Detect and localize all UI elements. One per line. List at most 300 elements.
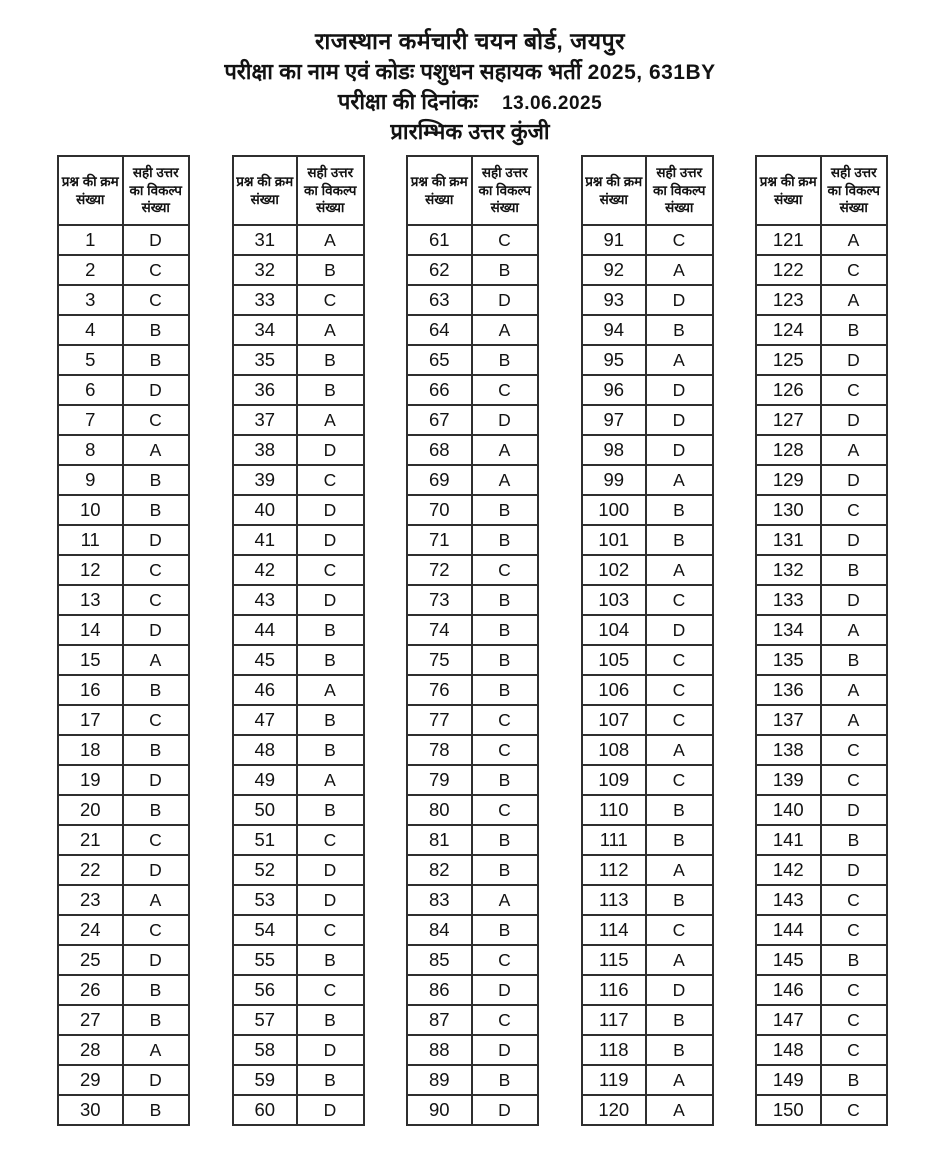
table-row	[57, 736, 190, 766]
answer-option-cell: B	[673, 1009, 686, 1030]
table-row	[57, 886, 190, 916]
answer-option-cell: A	[847, 439, 860, 460]
question-number-cell: 143	[757, 886, 822, 914]
table-row	[232, 856, 365, 886]
table-row	[581, 1036, 714, 1066]
answer-option-cell: D	[672, 379, 686, 400]
question-number-cell: 127	[757, 406, 822, 434]
question-number-cell: 52	[234, 856, 299, 884]
table-row	[406, 1096, 539, 1126]
table-row	[406, 616, 539, 646]
table-row	[581, 706, 714, 736]
table-row	[232, 586, 365, 616]
table-row	[406, 766, 539, 796]
answer-option-cell: A	[847, 679, 860, 700]
table-row	[581, 886, 714, 916]
question-number-cell: 108	[583, 736, 648, 764]
table-row	[406, 1006, 539, 1036]
table-row	[232, 376, 365, 406]
table-row	[57, 436, 190, 466]
table-row	[406, 976, 539, 1006]
question-number-cell: 149	[757, 1066, 822, 1094]
question-number-cell: 124	[757, 316, 822, 344]
answer-option-cell: B	[847, 1069, 860, 1090]
answer-option-cell: B	[149, 799, 162, 820]
answer-option-cell: D	[498, 1099, 512, 1120]
question-number-cell: 70	[408, 496, 473, 524]
question-number-cell: 148	[757, 1036, 822, 1064]
answer-option-cell: C	[847, 979, 861, 1000]
answer-option-cell: C	[847, 499, 861, 520]
question-number-cell: 85	[408, 946, 473, 974]
table-row	[406, 886, 539, 916]
table-row	[232, 976, 365, 1006]
table-row	[755, 1006, 888, 1036]
question-number-cell: 13	[59, 586, 124, 614]
table-row	[232, 556, 365, 586]
question-number-cell: 9	[59, 466, 124, 494]
question-number-cell: 93	[583, 286, 648, 314]
answer-option-cell: B	[847, 949, 860, 970]
answer-option-cell: A	[847, 709, 860, 730]
table-row	[57, 766, 190, 796]
question-number-cell: 67	[408, 406, 473, 434]
table-row	[57, 466, 190, 496]
answer-option-cell: C	[847, 889, 861, 910]
table-row	[232, 916, 365, 946]
question-number-cell: 2	[59, 256, 124, 284]
question-number-cell: 68	[408, 436, 473, 464]
answer-option-cell: B	[847, 829, 860, 850]
table-header-row	[406, 155, 539, 226]
answer-option-cell: B	[498, 769, 511, 790]
table-row	[232, 436, 365, 466]
table-row	[755, 916, 888, 946]
answer-option-cell: B	[324, 649, 337, 670]
table-row	[406, 826, 539, 856]
table-header-row	[232, 155, 365, 226]
question-number-cell: 76	[408, 676, 473, 704]
answer-option-cell: B	[847, 319, 860, 340]
question-number-cell: 48	[234, 736, 299, 764]
table-row	[581, 1066, 714, 1096]
question-number-cell: 17	[59, 706, 124, 734]
table-row	[406, 316, 539, 346]
table-row	[581, 856, 714, 886]
table-row	[57, 496, 190, 526]
table-rows	[406, 226, 539, 1126]
question-number-cell: 22	[59, 856, 124, 884]
answer-option-cell: B	[149, 469, 162, 490]
question-number-cell: 138	[757, 736, 822, 764]
answer-option-cell: B	[498, 499, 511, 520]
table-row	[406, 556, 539, 586]
table-row	[755, 646, 888, 676]
question-number-cell: 1	[59, 226, 124, 254]
question-number-cell: 110	[583, 796, 648, 824]
answer-option-cell: A	[673, 1069, 686, 1090]
answer-option-cell: B	[149, 499, 162, 520]
question-number-cell: 83	[408, 886, 473, 914]
question-number-cell: 12	[59, 556, 124, 584]
question-number-cell: 50	[234, 796, 299, 824]
table-row	[406, 496, 539, 526]
answer-option-cell: B	[673, 1039, 686, 1060]
answer-option-cell: D	[847, 799, 861, 820]
table-row	[406, 796, 539, 826]
question-number-cell: 136	[757, 676, 822, 704]
answer-option-cell: D	[847, 589, 861, 610]
table-row	[755, 736, 888, 766]
question-number-cell: 19	[59, 766, 124, 794]
answer-option-cell: A	[498, 469, 511, 490]
answer-option-cell: B	[498, 919, 511, 940]
answer-option-cell: B	[498, 589, 511, 610]
question-number-cell: 130	[757, 496, 822, 524]
question-number-cell: 46	[234, 676, 299, 704]
answer-option-cell: A	[324, 229, 337, 250]
question-number-cell: 21	[59, 826, 124, 854]
table-row	[581, 256, 714, 286]
question-number-cell: 37	[234, 406, 299, 434]
question-number-cell: 57	[234, 1006, 299, 1034]
answer-option-cell: B	[149, 679, 162, 700]
table-row	[581, 376, 714, 406]
table-row	[755, 616, 888, 646]
table-row	[581, 736, 714, 766]
question-number-cell: 150	[757, 1096, 822, 1124]
answer-option-cell: B	[149, 319, 162, 340]
answer-option-cell: B	[847, 649, 860, 670]
question-number-cell: 33	[234, 286, 299, 314]
question-number-cell: 137	[757, 706, 822, 734]
table-row	[755, 676, 888, 706]
answer-option-cell: B	[324, 949, 337, 970]
answer-option-cell: B	[498, 349, 511, 370]
question-number-cell: 97	[583, 406, 648, 434]
question-number-cell: 116	[583, 976, 648, 1004]
table-row	[755, 526, 888, 556]
question-col-header: प्रश्न की क्रम संख्या	[408, 157, 473, 224]
question-number-cell: 55	[234, 946, 299, 974]
answer-option-cell: D	[847, 529, 861, 550]
table-row	[232, 946, 365, 976]
answer-table-1	[57, 155, 190, 1126]
question-number-cell: 71	[408, 526, 473, 554]
answer-option-cell: A	[149, 1039, 162, 1060]
question-number-cell: 112	[583, 856, 648, 884]
answer-option-cell: D	[847, 349, 861, 370]
answer-option-cell: B	[498, 829, 511, 850]
question-number-cell: 60	[234, 1096, 299, 1124]
table-row	[57, 676, 190, 706]
question-number-cell: 81	[408, 826, 473, 854]
question-number-cell: 39	[234, 466, 299, 494]
answer-option-cell: A	[673, 859, 686, 880]
question-number-cell: 139	[757, 766, 822, 794]
table-row	[57, 976, 190, 1006]
table-row	[57, 586, 190, 616]
answer-option-cell: D	[149, 1069, 163, 1090]
table-row	[406, 1066, 539, 1096]
answer-option-cell: B	[324, 349, 337, 370]
table-row	[406, 526, 539, 556]
question-number-cell: 43	[234, 586, 299, 614]
answer-option-cell: D	[498, 1039, 512, 1060]
answer-option-cell: D	[672, 289, 686, 310]
question-number-cell: 145	[757, 946, 822, 974]
table-row	[406, 916, 539, 946]
question-number-cell: 79	[408, 766, 473, 794]
table-row	[406, 586, 539, 616]
answer-option-cell: B	[149, 349, 162, 370]
document-header	[0, 0, 940, 143]
table-row	[755, 376, 888, 406]
table-row	[57, 796, 190, 826]
table-row	[232, 736, 365, 766]
table-row	[57, 556, 190, 586]
answer-option-cell: D	[323, 439, 337, 460]
table-row	[755, 976, 888, 1006]
answer-option-cell: B	[673, 799, 686, 820]
question-number-cell: 101	[583, 526, 648, 554]
table-row	[57, 346, 190, 376]
question-number-cell: 95	[583, 346, 648, 374]
table-row	[232, 886, 365, 916]
table-row	[406, 226, 539, 256]
answer-option-cell: A	[673, 559, 686, 580]
exam-name-line	[0, 61, 940, 83]
answer-option-cell: D	[323, 1039, 337, 1060]
table-row	[232, 646, 365, 676]
answer-option-cell: A	[149, 649, 162, 670]
question-number-cell: 82	[408, 856, 473, 884]
exam-name-label: परीक्षा का नाम एवं कोडः पशुधन सहायक भर्ती	[224, 59, 582, 84]
table-row	[581, 946, 714, 976]
answer-option-cell: D	[847, 409, 861, 430]
board-name: राजस्थान कर्मचारी चयन बोर्ड, जयपुर	[314, 28, 626, 54]
table-row	[755, 886, 888, 916]
question-number-cell: 88	[408, 1036, 473, 1064]
question-number-cell: 91	[583, 226, 648, 254]
answer-option-cell: A	[673, 949, 686, 970]
answer-option-cell: D	[323, 529, 337, 550]
answer-option-cell: D	[323, 859, 337, 880]
table-row	[755, 1096, 888, 1126]
question-number-cell: 69	[408, 466, 473, 494]
answer-option-cell: C	[847, 1009, 861, 1030]
answer-option-cell: D	[672, 409, 686, 430]
answer-option-cell: B	[149, 1009, 162, 1030]
question-col-header: प्रश्न की क्रम संख्या	[757, 157, 822, 224]
question-number-cell: 3	[59, 286, 124, 314]
table-row	[232, 1066, 365, 1096]
answer-option-cell: B	[324, 259, 337, 280]
question-number-cell: 113	[583, 886, 648, 914]
table-row	[57, 226, 190, 256]
table-row	[581, 796, 714, 826]
table-rows	[232, 226, 365, 1126]
table-row	[755, 826, 888, 856]
answer-option-cell: B	[324, 799, 337, 820]
answer-option-cell: C	[498, 379, 512, 400]
question-number-cell: 146	[757, 976, 822, 1004]
question-number-cell: 115	[583, 946, 648, 974]
question-number-cell: 126	[757, 376, 822, 404]
question-number-cell: 61	[408, 226, 473, 254]
table-row	[57, 376, 190, 406]
table-row	[755, 316, 888, 346]
table-row	[232, 316, 365, 346]
table-row	[755, 556, 888, 586]
table-rows	[581, 226, 714, 1126]
table-row	[581, 826, 714, 856]
question-number-cell: 133	[757, 586, 822, 614]
table-row	[232, 496, 365, 526]
table-row	[581, 1006, 714, 1036]
answer-option-cell: D	[847, 469, 861, 490]
answer-option-cell: B	[498, 529, 511, 550]
table-row	[581, 766, 714, 796]
answer-option-cell: B	[324, 619, 337, 640]
table-row	[755, 706, 888, 736]
question-number-cell: 89	[408, 1066, 473, 1094]
question-number-cell: 142	[757, 856, 822, 884]
table-row	[581, 526, 714, 556]
answer-option-cell: C	[323, 919, 337, 940]
answer-option-cell: C	[149, 919, 163, 940]
table-row	[755, 586, 888, 616]
answer-option-cell: D	[149, 529, 163, 550]
question-number-cell: 72	[408, 556, 473, 584]
question-number-cell: 58	[234, 1036, 299, 1064]
table-row	[755, 496, 888, 526]
question-number-cell: 90	[408, 1096, 473, 1124]
answer-option-cell: B	[149, 979, 162, 1000]
table-row	[755, 436, 888, 466]
question-number-cell: 103	[583, 586, 648, 614]
question-number-cell: 62	[408, 256, 473, 284]
question-number-cell: 94	[583, 316, 648, 344]
question-number-cell: 31	[234, 226, 299, 254]
table-row	[581, 316, 714, 346]
answer-option-cell: D	[498, 289, 512, 310]
table-row	[581, 466, 714, 496]
table-row	[232, 226, 365, 256]
question-number-cell: 32	[234, 256, 299, 284]
table-row	[57, 616, 190, 646]
question-number-cell: 117	[583, 1006, 648, 1034]
table-row	[232, 1006, 365, 1036]
question-number-cell: 121	[757, 226, 822, 254]
answer-option-cell: D	[672, 979, 686, 1000]
table-row	[406, 436, 539, 466]
table-header-row	[57, 155, 190, 226]
table-row	[232, 766, 365, 796]
answer-col-header: सही उत्तर का विकल्प संख्या	[478, 165, 531, 216]
question-number-cell: 128	[757, 436, 822, 464]
table-row	[581, 976, 714, 1006]
answer-option-cell: C	[672, 229, 686, 250]
question-number-cell: 42	[234, 556, 299, 584]
answer-option-cell: A	[847, 619, 860, 640]
question-number-cell: 100	[583, 496, 648, 524]
answer-option-cell: D	[149, 379, 163, 400]
answer-option-cell: C	[149, 829, 163, 850]
table-row	[57, 706, 190, 736]
answer-option-cell: D	[149, 949, 163, 970]
answer-option-cell: A	[673, 739, 686, 760]
answer-option-cell: D	[149, 619, 163, 640]
question-number-cell: 24	[59, 916, 124, 944]
question-number-cell: 125	[757, 346, 822, 374]
answer-table-2	[232, 155, 365, 1126]
answer-option-cell: C	[323, 469, 337, 490]
answer-option-cell: C	[149, 589, 163, 610]
table-row	[406, 256, 539, 286]
table-row	[232, 286, 365, 316]
answer-option-cell: B	[324, 739, 337, 760]
question-number-cell: 119	[583, 1066, 648, 1094]
question-number-cell: 129	[757, 466, 822, 494]
answer-option-cell: B	[324, 379, 337, 400]
question-number-cell: 74	[408, 616, 473, 644]
table-row	[581, 496, 714, 526]
answer-option-cell: A	[847, 229, 860, 250]
question-number-cell: 47	[234, 706, 299, 734]
question-number-cell: 123	[757, 286, 822, 314]
question-number-cell: 38	[234, 436, 299, 464]
answer-option-cell: C	[847, 769, 861, 790]
answer-option-cell: B	[324, 1069, 337, 1090]
answer-option-cell: D	[149, 859, 163, 880]
answer-option-cell: C	[847, 739, 861, 760]
question-number-cell: 147	[757, 1006, 822, 1034]
answer-option-cell: A	[498, 889, 511, 910]
answer-option-cell: C	[323, 979, 337, 1000]
answer-option-cell: C	[847, 259, 861, 280]
question-number-cell: 104	[583, 616, 648, 644]
answer-option-cell: C	[498, 739, 512, 760]
question-number-cell: 77	[408, 706, 473, 734]
question-number-cell: 49	[234, 766, 299, 794]
table-row	[406, 466, 539, 496]
question-number-cell: 53	[234, 886, 299, 914]
question-number-cell: 131	[757, 526, 822, 554]
table-row	[755, 856, 888, 886]
answer-option-cell: D	[149, 229, 163, 250]
question-number-cell: 6	[59, 376, 124, 404]
table-row	[232, 706, 365, 736]
table-row	[755, 946, 888, 976]
table-row	[232, 406, 365, 436]
question-number-cell: 144	[757, 916, 822, 944]
answer-key-tables	[0, 155, 940, 1126]
table-row	[57, 916, 190, 946]
table-row	[57, 1036, 190, 1066]
table-row	[406, 376, 539, 406]
answer-option-cell: A	[673, 259, 686, 280]
question-number-cell: 66	[408, 376, 473, 404]
table-row	[232, 826, 365, 856]
answer-option-cell: B	[149, 1099, 162, 1120]
question-number-cell: 120	[583, 1096, 648, 1124]
answer-option-cell: B	[498, 619, 511, 640]
answer-option-cell: A	[673, 469, 686, 490]
table-row	[57, 1096, 190, 1126]
table-row	[406, 676, 539, 706]
question-number-cell: 109	[583, 766, 648, 794]
